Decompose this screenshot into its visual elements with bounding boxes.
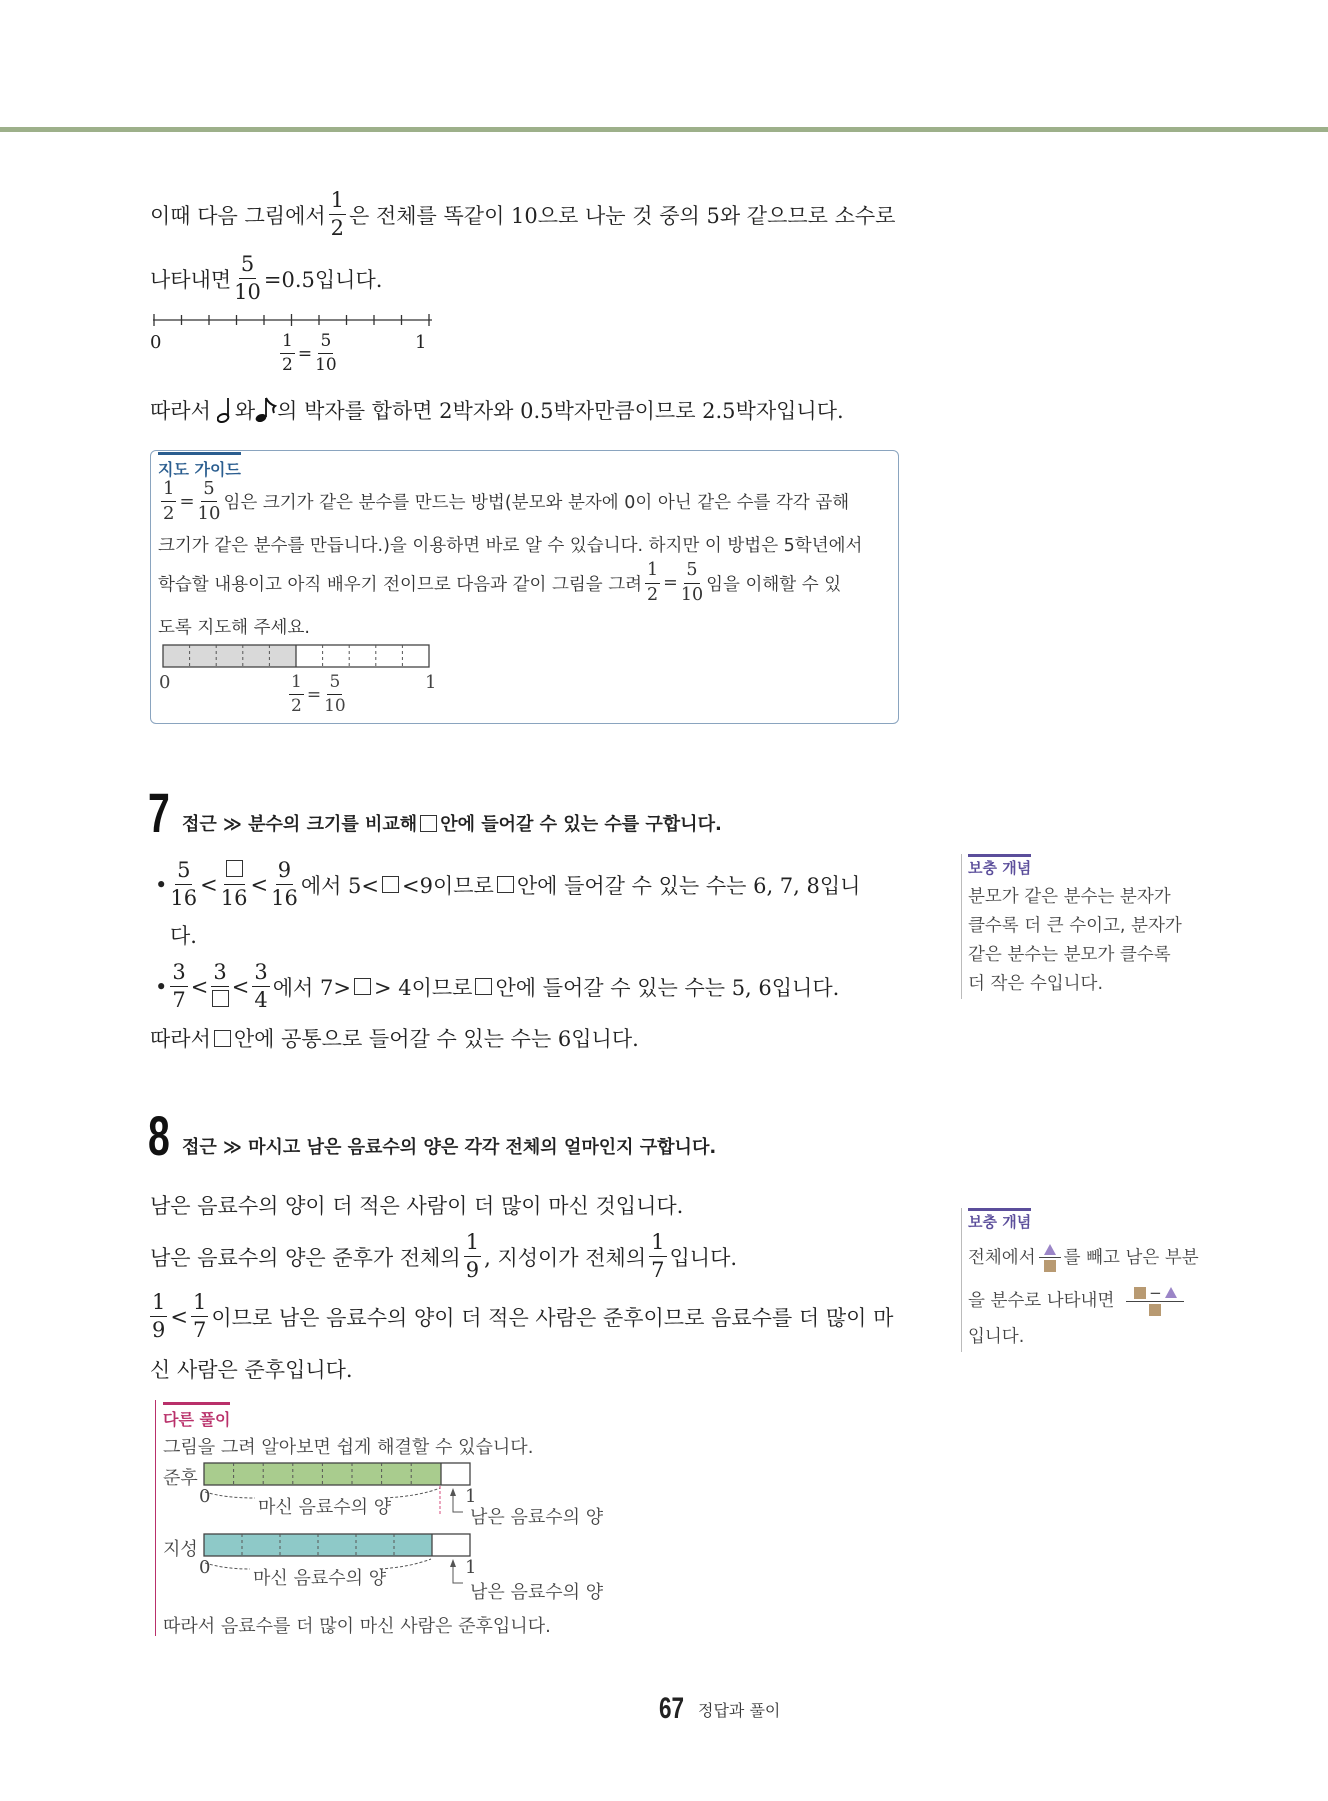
question-8-number: 8	[148, 1104, 170, 1167]
alt-intro: 그림을 그려 알아보면 쉽게 해결할 수 있습니다.	[163, 1437, 534, 1458]
guide-line-2: 크기가 같은 분수를 만듭니다.)을 이용하면 바로 알 수 있습니다. 하지만 이 방법은 5학년에서	[158, 536, 863, 556]
numline-equality: $\frac{1}{2}$ = $\frac{5}{10}$	[282, 331, 337, 375]
q8-line-4: 신 사람은 준후입니다.	[150, 1358, 353, 1382]
header-rule	[0, 127, 1328, 132]
guide-line-4: 도록 지도해 주세요.	[158, 618, 310, 638]
alt-conclusion: 따라서 음료수를 더 많이 마신 사람은 준후입니다.	[163, 1616, 551, 1637]
guide-line-1: $\frac{1}{2}$ = $\frac{5}{10}$ 임은 크기가 같은 분수를 만드는 방법(분모와 분자에 0이 아닌 같은 수를 각각 곱해	[163, 478, 850, 524]
triangle-over-square-icon	[1039, 1244, 1061, 1272]
numline-one: 1	[415, 332, 427, 353]
junhu-drank-label: 마신 음료수의 양	[258, 1497, 392, 1518]
side-note-1-line: 더 작은 수입니다.	[968, 974, 1104, 994]
side-note-1-line: 분모가 같은 분수는 분자가	[968, 887, 1171, 907]
jiseong-drank-label: 마신 음료수의 양	[253, 1568, 387, 1589]
alt-label-jiseong: 지성	[163, 1539, 198, 1560]
q7-bullet-1-cont: 다.	[170, 924, 197, 948]
eighth-note-icon	[255, 396, 277, 424]
side-note-1	[961, 854, 1208, 999]
junhu-zero: 0	[199, 1486, 211, 1507]
junhu-left-label: 남은 음료수의 양	[470, 1507, 604, 1528]
guide-title: 지도 가이드	[158, 452, 241, 480]
half-note-icon	[217, 396, 235, 424]
intro-line-3: 따라서 와 의 박자를 합하면 2박자와 0.5박자만큼이므로 2.5박자입니다.	[150, 395, 844, 425]
junhu-bar	[203, 1462, 473, 1488]
jiseong-one: 1	[465, 1557, 477, 1578]
jiseong-bar	[203, 1533, 473, 1559]
question-7-number: 7	[148, 781, 170, 844]
footer-label: 정답과 풀이	[698, 1701, 781, 1720]
guide-line-3: 학습할 내용이고 아직 배우기 전이므로 다음과 같이 그림을 그려 $\frac{1}{2}$ = $\frac{5}{10}$ 임을 이해할 수 있	[158, 560, 842, 605]
q8-line-2: 남은 음료수의 양은 준후가 전체의 $\frac{1}{9}$ , 지성이가 전체의 $\frac{1}{7}$ 입니다.	[150, 1230, 738, 1282]
jiseong-left-label: 남은 음료수의 양	[470, 1582, 604, 1603]
guide-bar-model	[162, 644, 432, 670]
guide-bar-one: 1	[425, 672, 437, 693]
q7-bullet-1: • $\frac{5}{16}$ < 16 < $\frac{9}{16}$ 에서 5< <9이므로 안에 들어갈 수 있는 수는 6, 7, 8입니	[155, 858, 861, 910]
alt-title: 다른 풀이	[163, 1402, 230, 1430]
fraction-5-10: $\frac{5}{10}$	[234, 252, 261, 304]
side-note-2-title: 보충 개념	[968, 1208, 1031, 1232]
jiseong-zero: 0	[199, 1557, 211, 1578]
question-7-approach: 접근 ≫ 분수의 크기를 비교해 안에 들어갈 수 있는 수를 구합니다.	[182, 814, 722, 835]
guide-bar-zero: 0	[159, 672, 171, 693]
side-note-1-line: 클수록 더 큰 수이고, 분자가	[968, 916, 1182, 936]
q8-line-3: $\frac{1}{9}$ < $\frac{1}{7}$ 이므로 남은 음료수의 양이 더 적은 사람은 준후이므로 음료수를 더 많이 마	[152, 1290, 894, 1342]
intro-line-2: 나타내면 $\frac{5}{10}$ =0.5입니다.	[150, 252, 383, 304]
page-number: 67	[659, 1692, 685, 1725]
q7-bullet-2: • $\frac{3}{7}$ < 3 < $\frac{3}{4}$ 에서 7> > 4이므로 안에 들어갈 수 있는 수는 5, 6입니다.	[155, 960, 840, 1012]
question-8-approach: 접근 ≫ 마시고 남은 음료수의 양은 각각 전체의 얼마인지 구합니다.	[182, 1137, 717, 1158]
fraction-half: $\frac{1}{2}$	[330, 188, 345, 240]
side-note-2: 보충 개념 전체에서 를 빼고 남은 부분 을 분수로 나타내면 − 입니다.	[961, 1208, 1208, 1352]
square-minus-triangle-over-square-icon: −	[1126, 1287, 1184, 1316]
junhu-one: 1	[465, 1486, 477, 1507]
guide-bar-equality: $\frac{1}{2}$ = $\frac{5}{10}$	[291, 672, 346, 716]
side-note-2-line: 입니다.	[968, 1327, 1025, 1347]
side-note-1-line: 같은 분수는 분모가 클수록	[968, 945, 1171, 965]
side-note-1-title: 보충 개념	[968, 854, 1031, 878]
q8-line-1: 남은 음료수의 양이 더 적은 사람이 더 많이 마신 것입니다.	[150, 1194, 684, 1218]
numline-zero: 0	[150, 332, 162, 353]
intro-line-1: 이때 다음 그림에서 $\frac{1}{2}$ 은 전체를 똑같이 10으로 나눈 것 중의 5와 같으므로 소수로	[150, 188, 896, 240]
alt-label-junhu: 준후	[163, 1468, 198, 1489]
q7-conclusion: 따라서 안에 공통으로 들어갈 수 있는 수는 6입니다.	[150, 1027, 639, 1051]
